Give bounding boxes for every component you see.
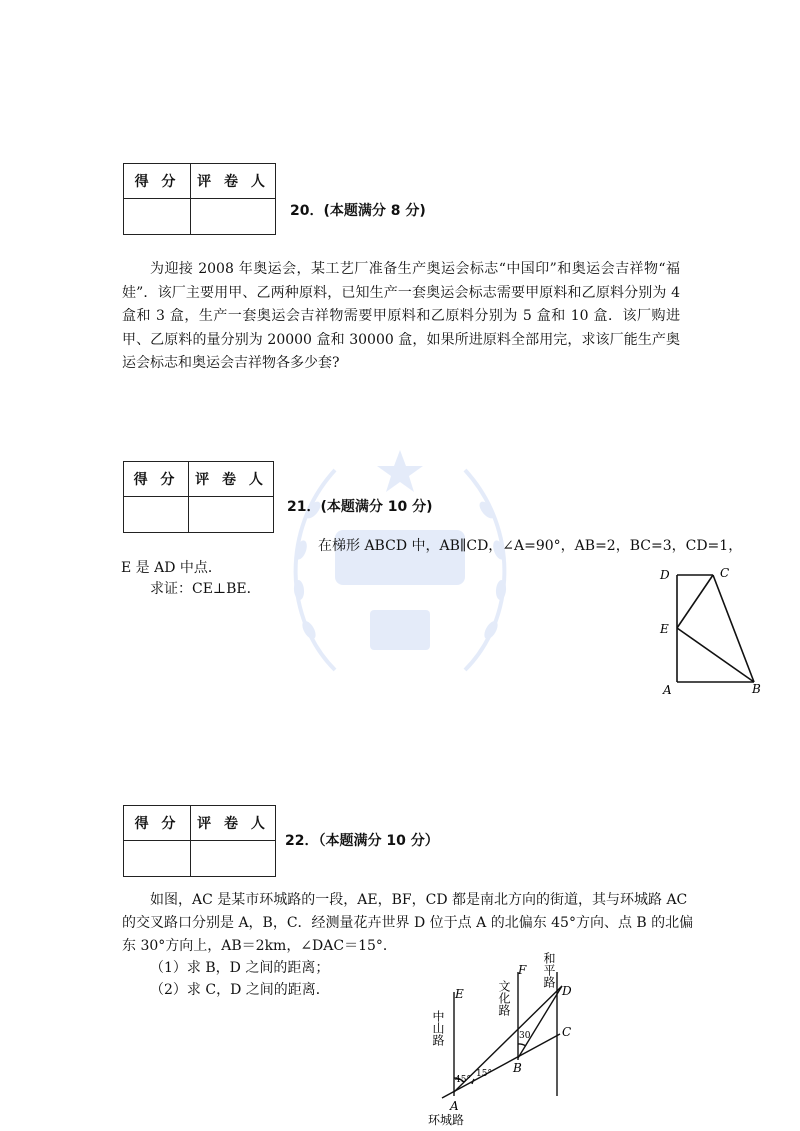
score-label: 得 分 xyxy=(124,164,191,199)
score-cell[interactable] xyxy=(124,199,191,235)
q21-heading: 21．(本题满分 10 分) xyxy=(287,499,433,515)
score-table-q21 xyxy=(123,461,274,533)
watermark-logo xyxy=(275,440,525,704)
grader-cell[interactable] xyxy=(189,497,274,533)
label-b: B xyxy=(513,1061,522,1075)
q20-text: 为迎接 2008 年奥运会，某工艺厂准备生产奥运会标志“中国印”和奥运会吉祥物“福娃”．该厂主要用甲、乙两种原料，已知生产一套奥运会标志需要甲原料和乙原料分别为 4 盒和 3 盒，生产一套奥运会吉祥物需要甲原料和乙原料分别为 5 盒和 10 盒．该厂购进甲、乙原料的量分别为 20000 盒和 30000 盒，如果所进原料全部用完，求该厂能生产奥运会标志和奥运会吉祥物各多少套? xyxy=(122,261,680,371)
q22-line3: 东 30°方向上，AB＝2km，∠DAC＝15°． xyxy=(122,938,397,954)
road-wenhua: 文化路 xyxy=(497,980,511,1016)
q22-line1: 如图，AC 是某市环城路的一段，AE，BF，CD 都是南北方向的街道，其与环城路 AC xyxy=(150,892,688,908)
score-table-q20 xyxy=(123,163,276,235)
label-f: F xyxy=(518,963,527,977)
q22-sub1: （1）求 B，D 之间的距离； xyxy=(150,960,330,976)
label-a: A xyxy=(663,683,672,697)
q21-trapezoid-figure xyxy=(650,560,770,700)
q20-heading: 20．(本题满分 8 分) xyxy=(290,203,426,219)
q22-line2: 的交叉路口分别是 A，B，C．经测量花卉世界 D 位于点 A 的北偏东 45°方向、点 B 的北偏 xyxy=(122,915,694,931)
label-a: A xyxy=(450,1099,459,1113)
road-heping: 和平路 xyxy=(542,952,556,988)
angle-15: 15° xyxy=(476,1069,492,1079)
label-b: B xyxy=(752,682,761,696)
road-zhongshan: 中山路 xyxy=(431,1010,445,1046)
grader-label: 评 卷 人 xyxy=(191,806,276,841)
grader-cell[interactable] xyxy=(191,199,276,235)
label-d: D xyxy=(660,568,670,582)
label-c: C xyxy=(562,1025,572,1039)
grader-cell[interactable] xyxy=(191,841,276,877)
q22-heading: 22．（本题满分 10 分） xyxy=(285,833,439,849)
q22-sub2: （2）求 C，D 之间的距离． xyxy=(150,982,330,998)
q21-line1: 在梯形 ABCD 中，AB∥CD，∠A=90°，AB=2，BC=3，CD=1， xyxy=(318,538,743,554)
label-e: E xyxy=(455,987,464,1001)
score-label: 得 分 xyxy=(124,806,191,841)
label-c: C xyxy=(720,566,730,580)
q21-line2: E 是 AD 中点． xyxy=(121,560,222,576)
road-huancheng: 环城路 xyxy=(428,1113,465,1127)
angle-45: 45° xyxy=(455,1075,471,1085)
score-cell[interactable] xyxy=(124,497,189,533)
grader-label: 评 卷 人 xyxy=(189,462,274,497)
score-table-q22 xyxy=(123,805,276,877)
q21-line3: 求证：CE⊥BE． xyxy=(150,581,261,597)
label-d: D xyxy=(562,984,572,998)
grader-label: 评 卷 人 xyxy=(191,164,276,199)
score-cell[interactable] xyxy=(124,841,191,877)
score-label: 得 分 xyxy=(124,462,189,497)
angle-30: 30 xyxy=(519,1031,531,1041)
label-e: E xyxy=(660,622,669,636)
q22-map-figure xyxy=(420,948,600,1128)
